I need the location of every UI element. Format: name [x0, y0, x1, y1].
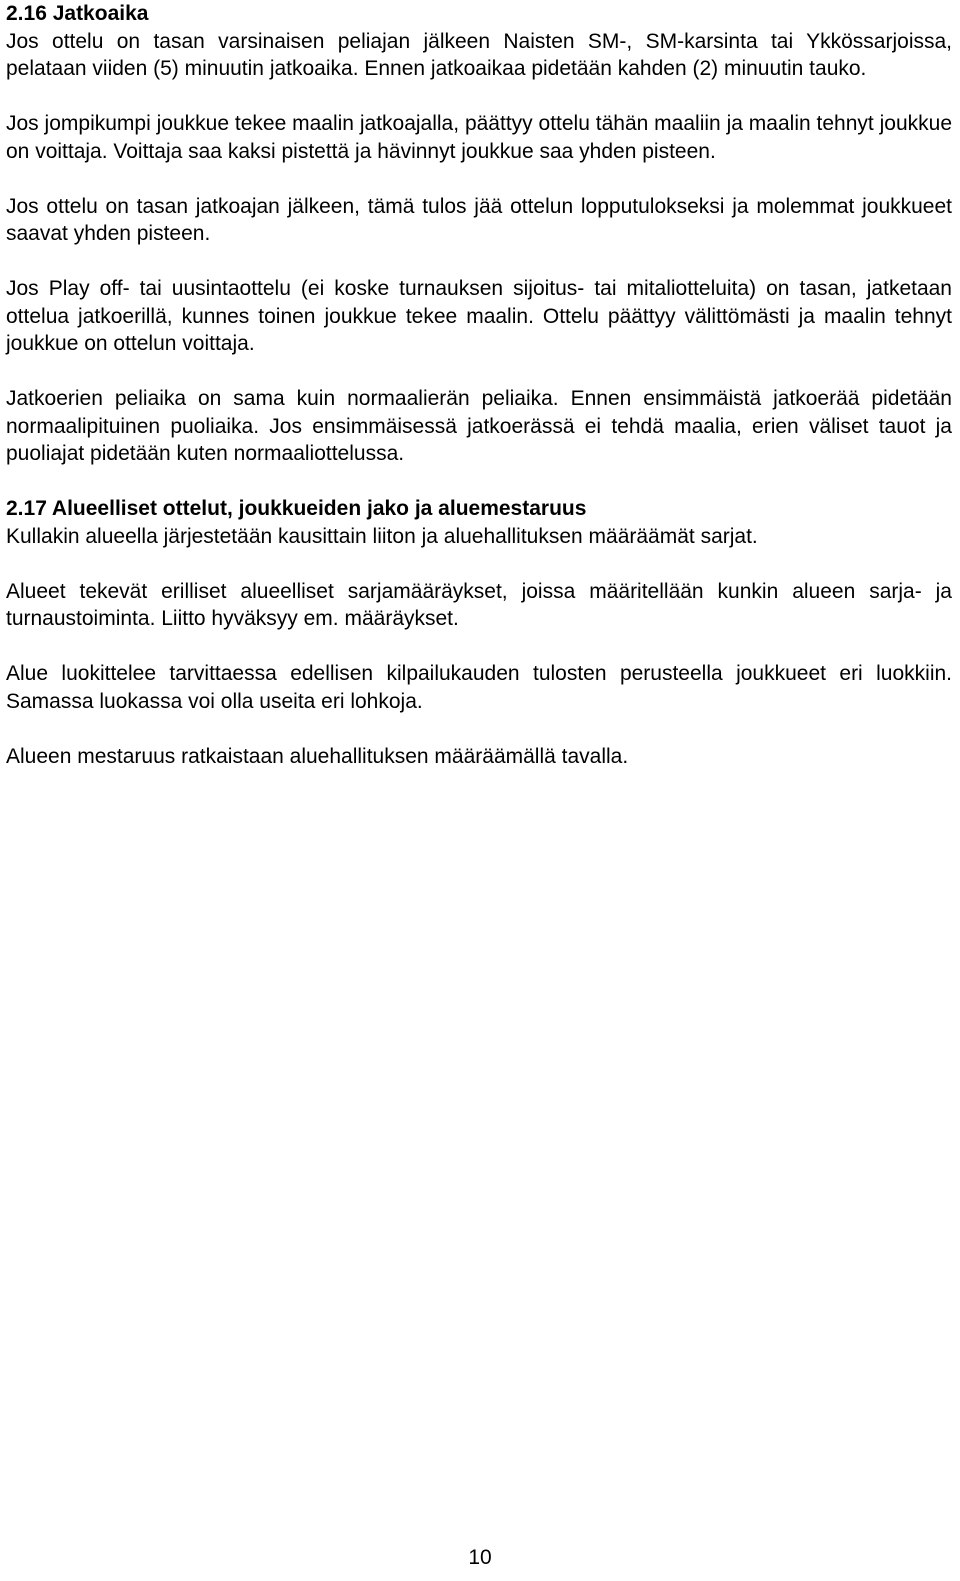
paragraph: Jatkoerien peliaika on sama kuin normaalierän peliaika. Ennen ensimmäistä jatkoerää pidetään normaalipituinen puoliaika. Jos ensimmäisessä jatkoerässä ei tehdä maalia, erien väliset tauot ja puoliajat pidetään kuten normaaliottelussa.	[6, 387, 952, 465]
paragraph: Jos Play off- tai uusintaottelu (ei koske turnauksen sijoitus- tai mitaliotteluita) on tasan, jatketaan ottelua jatkoerillä, kunnes toinen joukkue tekee maalin. Ottelu päättyy välittömästi ja maalin tehnyt joukkue on ottelun voittaja.	[6, 277, 952, 355]
section-2-17	[6, 495, 952, 770]
paragraph: Alueet tekevät erilliset alueelliset sarjamääräykset, joissa määritellään kunkin alueen sarja- ja turnaustoiminta. Liitto hyväksyy em. määräykset.	[6, 579, 952, 630]
paragraph: Kullakin alueella järjestetään kausittain liiton ja aluehallituksen määräämät sarjat.	[6, 524, 758, 548]
section-2-16	[6, 0, 952, 468]
paragraph: Alueen mestaruus ratkaistaan aluehallituksen määräämällä tavalla.	[6, 744, 629, 768]
section-heading: 2.16 Jatkoaika	[6, 2, 149, 25]
page-number: 10	[468, 1546, 492, 1569]
paragraph: Alue luokittelee tarvittaessa edellisen kilpailukauden tulosten perusteella joukkueet eri luokkiin. Samassa luokassa voi olla useita eri lohkoja.	[6, 662, 952, 713]
paragraph: Jos jompikumpi joukkue tekee maalin jatkoajalla, päättyy ottelu tähän maaliin ja maalin tehnyt joukkue on voittaja. Voittaja saa kaksi pistettä ja hävinnyt joukkue saa yhden pisteen.	[6, 112, 952, 163]
document-page	[6, 0, 952, 798]
paragraph: Jos ottelu on tasan varsinaisen peliajan jälkeen Naisten SM-, SM-karsinta tai Ykkössarjoissa, pelataan viiden (5) minuutin jatkoaika. Ennen jatkoaikaa pidetään kahden (2) minuutin tauko.	[6, 29, 952, 80]
section-heading: 2.17 Alueelliset ottelut, joukkueiden jako ja aluemestaruus	[6, 497, 587, 520]
paragraph: Jos ottelu on tasan jatkoajan jälkeen, tämä tulos jää ottelun lopputulokseksi ja molemmat joukkueet saavat yhden pisteen.	[6, 194, 952, 245]
